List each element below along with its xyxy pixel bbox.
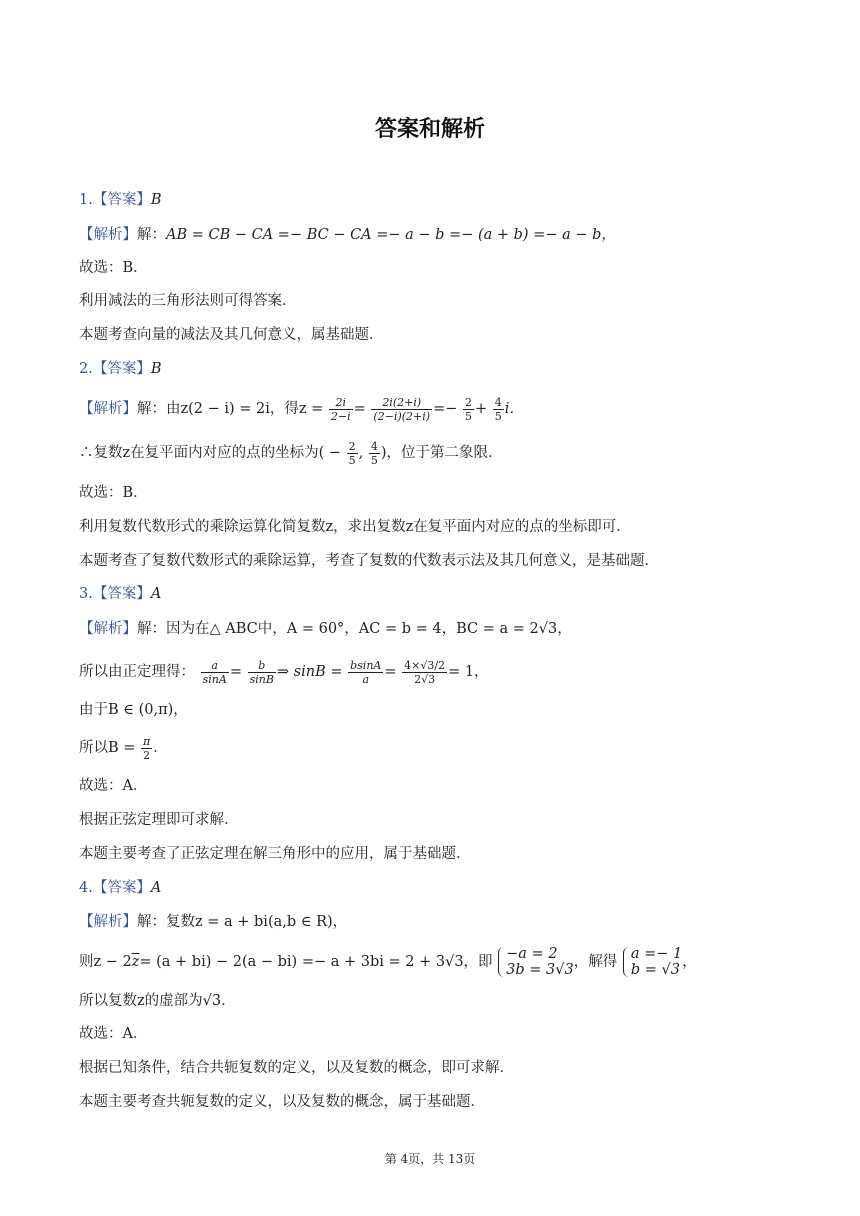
q4-choice: 故选：A． bbox=[79, 1026, 148, 1042]
q4-comment: 本题主要考查共轭复数的定义，以及复数的概念，属于基础题． bbox=[79, 1094, 485, 1110]
q2-choice: 故选：B． bbox=[79, 485, 148, 501]
q2-coordinate-line: ∴复数z在复平面内对应的点的坐标为( − $\frac{2}{5}$ , $\frac{4}{5}$ )，位于第二象限． bbox=[79, 439, 503, 467]
q4-method: 根据已知条件，结合共轭复数的定义，以及复数的概念，即可求解． bbox=[79, 1060, 514, 1076]
q1-answer-line bbox=[79, 190, 162, 210]
q2-analysis-line: 【解析】解：由z(2 − i) = 2i，得z = $\frac{2i}{2-i}$ = $\frac{2i(2+i)}{(2-i)(2+i)}$ =− $\frac{2}{5}$ + $\frac{4}{5}$ i． bbox=[79, 395, 524, 423]
q2-fraction-3: $\frac{2}{5}$ bbox=[464, 395, 472, 423]
q1-comment: 本题考查向量的减法及其几何意义，属基础题． bbox=[79, 327, 384, 343]
q2-analysis-label: 【解析】 bbox=[79, 401, 137, 417]
q4-conjugate-z: $\overline{z}$ bbox=[131, 954, 140, 970]
q4-analysis-line: 【解析】解：复数z = a + bi(a,b ∈ R)， bbox=[79, 914, 348, 930]
q2-fraction-6: $\frac{4}{5}$ bbox=[370, 439, 378, 467]
q2-fraction-4: $\frac{4}{5}$ bbox=[494, 395, 502, 423]
q4-answer-line bbox=[79, 878, 161, 898]
q1-method: 利用减法的三角形法则可得答案． bbox=[79, 293, 297, 309]
q3-answer-line bbox=[79, 584, 161, 604]
q3-fraction-1: $\frac{a}{\sin A}$ bbox=[202, 658, 227, 686]
q2-fraction-2: $\frac{2i(2+i)}{(2-i)(2+i)}$ bbox=[373, 395, 431, 423]
q3-sine-law-line: 所以由正定理得： $\frac{a}{\sin A}$ = $\frac{b}{\sin B}$ ⇒ sinB = $\frac{bsinA}{a}$ = $\frac{4\times√3/2}{2√3}$ = 1， bbox=[79, 658, 489, 686]
page-footer: 第 4页，共 13页 bbox=[384, 1152, 476, 1166]
q4-analysis-label: 【解析】 bbox=[79, 914, 137, 930]
q2-fraction-1: $\frac{2i}{2-i}$ bbox=[330, 395, 351, 423]
q2-answer-line bbox=[79, 359, 162, 379]
q2-answer: B bbox=[150, 361, 162, 377]
q4-number: 4.【答案】 bbox=[79, 880, 151, 896]
q3-answer: A bbox=[150, 586, 162, 602]
q1-analysis-label: 【解析】 bbox=[79, 227, 137, 243]
q1-number: 1.【答案】 bbox=[79, 192, 151, 208]
q4-system-2: a =− 1 b = √3 bbox=[622, 946, 682, 978]
q3-choice: 故选：A． bbox=[79, 778, 148, 794]
q3-method: 根据正弦定理即可求解． bbox=[79, 812, 239, 828]
q3-number: 3.【答案】 bbox=[79, 586, 151, 602]
q3-fraction-4: $\frac{4\times√3/2}{2√3}$ bbox=[404, 658, 446, 686]
q1-analysis-line: 【解析】解：AB = CB − CA =− BC − CA =− a − b =− (a + b) =− a − b， bbox=[79, 227, 616, 243]
q1-vector-equation: AB = CB − CA =− BC − CA =− a − b =− (a + b) =− a − b， bbox=[166, 227, 616, 243]
q2-comment: 本题考查了复数代数形式的乘除运算，考查了复数的代数表示法及其几何意义，是基础题． bbox=[79, 553, 659, 569]
q4-imaginary-part: 所以复数z的虚部为√3． bbox=[79, 993, 236, 1009]
q3-fraction-2: $\frac{b}{\sin B}$ bbox=[249, 658, 274, 686]
q1-answer: B bbox=[150, 192, 162, 208]
q3-fraction-5: $\frac{\pi}{2}$ bbox=[143, 734, 151, 762]
q3-result-line: 所以B = $\frac{\pi}{2}$ ． bbox=[79, 734, 168, 762]
q3-comment: 本题主要考查了正弦定理在解三角形中的应用，属于基础题． bbox=[79, 846, 471, 862]
q2-method: 利用复数代数形式的乘除运算化简复数z，求出复数z在复平面内对应的点的坐标即可． bbox=[79, 519, 631, 535]
q4-equation-line: 则$z - 2\overline{z}= (a + bi) - 2(a - bi) =- a + 3bi = 2 + 3√3$，即 −a = 2 3b = 3√3 ，解得 a =− 1 b = √3 ， bbox=[79, 946, 697, 978]
q3-fraction-3: $\frac{bsinA}{a}$ bbox=[350, 658, 382, 686]
q2-fraction-5: $\frac{2}{5}$ bbox=[348, 439, 356, 467]
q3-analysis-line: 【解析】解：因为在△ ABC中，A = 60°，AC = b = 4，BC = a = 2√3， bbox=[79, 621, 572, 637]
q3-range: 由于B ∈ (0,π)， bbox=[79, 702, 188, 718]
q3-analysis-label: 【解析】 bbox=[79, 621, 137, 637]
q2-number: 2.【答案】 bbox=[79, 361, 151, 377]
q4-answer: A bbox=[150, 880, 162, 896]
q1-choice: 故选：B． bbox=[79, 260, 148, 276]
page-title: 答案和解析 bbox=[374, 117, 485, 142]
q4-system-1: −a = 2 3b = 3√3 bbox=[497, 946, 574, 978]
